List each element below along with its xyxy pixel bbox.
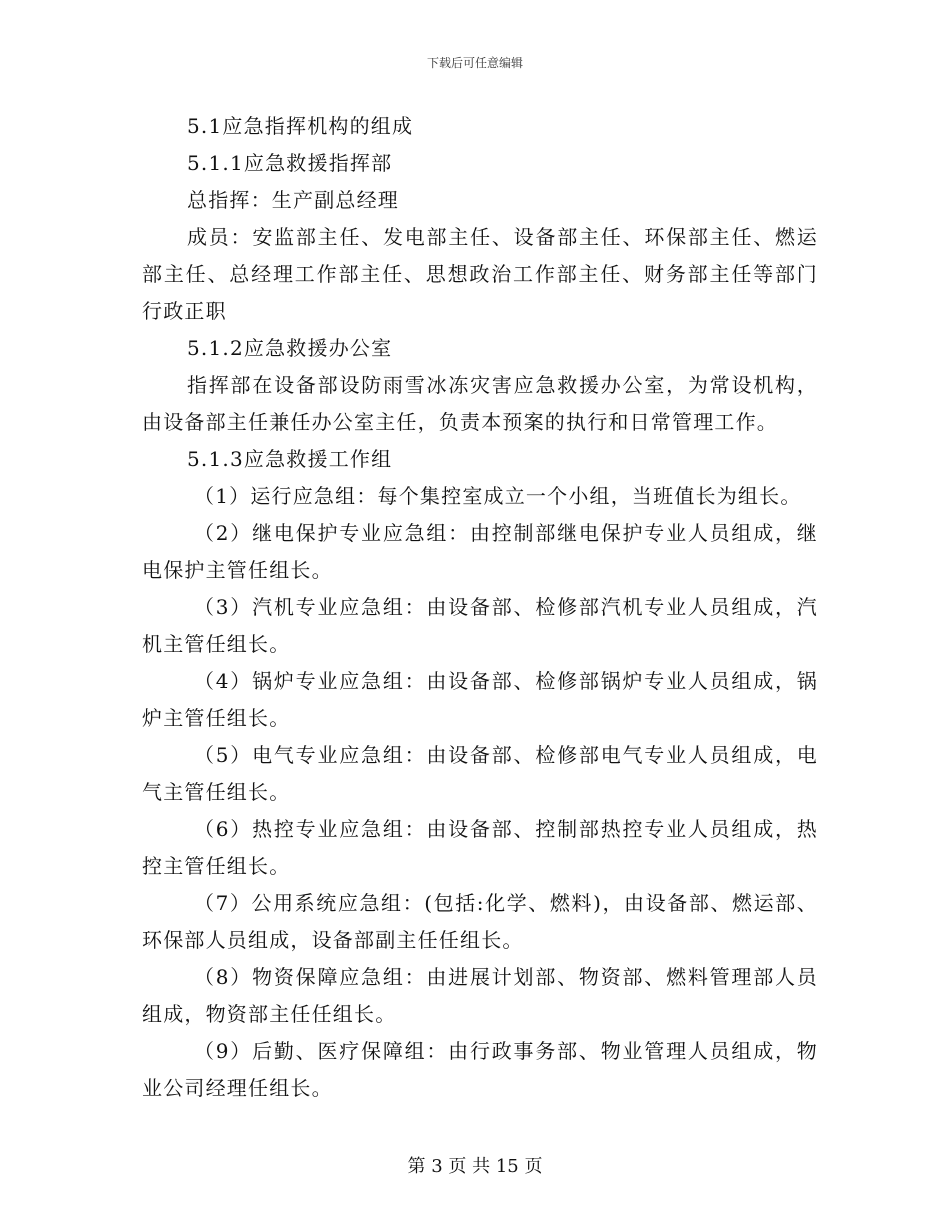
list-item: （8）物资保障应急组：由进展计划部、物资部、燃料管理部人员组成，物资部主任任组长。 — [142, 965, 818, 1026]
list-item: （9）后勤、医疗保障组：由行政事务部、物业管理人员组成，物业公司经理任组长。 — [142, 1039, 818, 1100]
list-item: （5）电气专业应急组：由设备部、检修部电气专业人员组成，电气主管任组长。 — [142, 743, 818, 804]
subsection-heading: 5.1.3应急救援工作组 — [187, 447, 393, 471]
paragraph: 成员：安监部主任、发电部主任、设备部主任、环保部主任、燃运部主任、总经理工作部主任、思想政治工作部主任、财务部主任等部门行政正职 — [142, 225, 818, 323]
subsection-heading: 5.1.2应急救援办公室 — [187, 336, 393, 360]
list-item: （4）锅炉专业应急组：由设备部、检修部锅炉专业人员组成，锅炉主管任组长。 — [142, 669, 818, 730]
list-item: （2）继电保护专业应急组：由控制部继电保护专业人员组成，继电保护主管任组长。 — [142, 521, 818, 582]
paragraph: 总指挥：生产副总经理 — [187, 188, 399, 212]
list-item: （3）汽机专业应急组：由设备部、检修部汽机专业人员组成，汽机主管任组长。 — [142, 595, 818, 656]
page-number: 第 3 页 共 15 页 — [407, 1156, 543, 1177]
list-item: （1）运行应急组：每个集控室成立一个小组，当班值长为组长。 — [194, 484, 802, 508]
paragraph: 指挥部在设备部设防雨雪冰冻灾害应急救援办公室，为常设机构，由设备部主任兼任办公室主任，负责本预案的执行和日常管理工作。 — [142, 373, 818, 434]
list-item: （6）热控专业应急组：由设备部、控制部热控专业人员组成，热控主管任组长。 — [142, 817, 818, 878]
section-heading: 5.1应急指挥机构的组成 — [187, 114, 414, 138]
page-header: 下载后可任意编辑 — [426, 56, 523, 70]
subsection-heading: 5.1.1应急救援指挥部 — [187, 151, 393, 175]
list-item: （7）公用系统应急组：(包括:化学、燃料)，由设备部、燃运部、环保部人员组成，设备部副主任任组长。 — [142, 891, 818, 952]
document-body — [142, 108, 818, 1107]
